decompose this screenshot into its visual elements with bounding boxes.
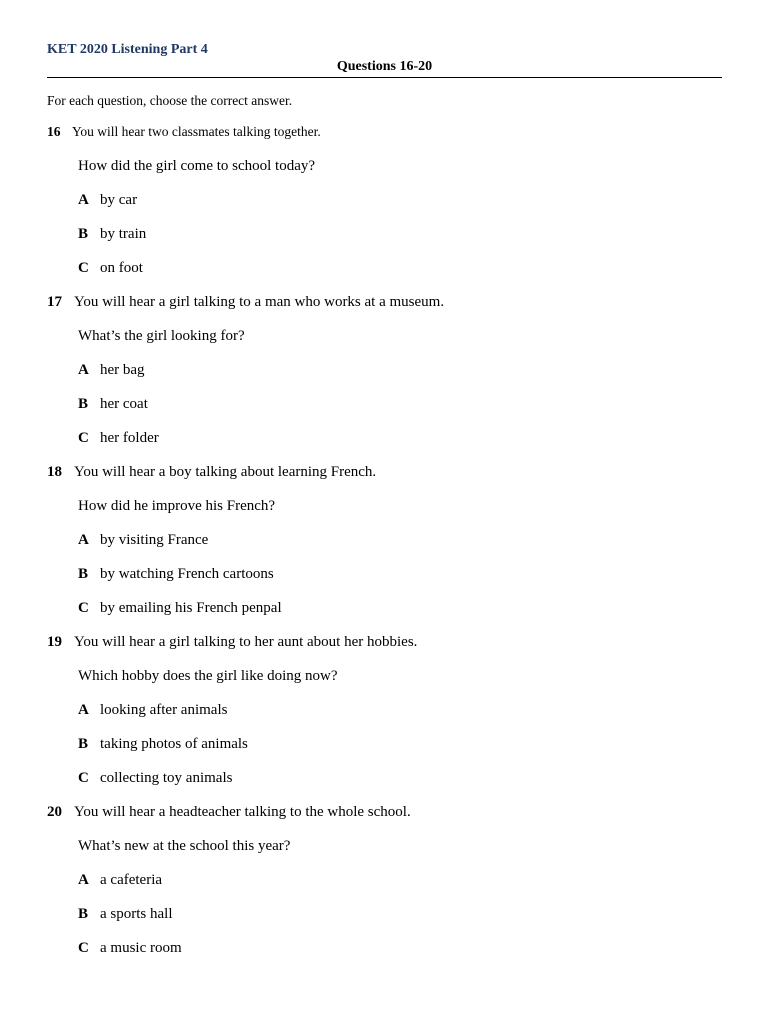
option-text: taking photos of animals bbox=[100, 736, 248, 752]
answer-option-b[interactable] bbox=[47, 396, 727, 430]
question-16 bbox=[47, 124, 727, 294]
option-letter: C bbox=[78, 430, 89, 446]
question-intro: You will hear two classmates talking together. bbox=[72, 124, 321, 139]
question-list bbox=[47, 124, 727, 974]
answer-option-c[interactable] bbox=[47, 430, 727, 464]
answer-option-c[interactable] bbox=[47, 600, 727, 634]
option-text: on foot bbox=[100, 260, 143, 276]
option-text: a sports hall bbox=[100, 906, 173, 922]
question-prompt: What’s the girl looking for? bbox=[78, 328, 245, 344]
question-18 bbox=[47, 464, 727, 634]
answer-option-a[interactable] bbox=[47, 532, 727, 566]
question-number: 19 bbox=[47, 634, 62, 650]
option-text: her bag bbox=[100, 362, 145, 378]
option-letter: B bbox=[78, 906, 89, 922]
option-letter: B bbox=[78, 396, 89, 412]
option-text: by emailing his French penpal bbox=[100, 600, 282, 616]
page-header bbox=[47, 42, 722, 78]
option-letter: C bbox=[78, 260, 89, 276]
question-prompt: Which hobby does the girl like doing now? bbox=[78, 668, 338, 684]
option-letter: B bbox=[78, 566, 89, 582]
questions-range-heading: Questions 16-20 bbox=[336, 59, 433, 74]
question-number: 16 bbox=[47, 124, 61, 139]
answer-option-b[interactable] bbox=[47, 566, 727, 600]
answer-option-a[interactable] bbox=[47, 872, 727, 906]
option-text: her coat bbox=[100, 396, 148, 412]
question-intro: You will hear a boy talking about learning French. bbox=[74, 464, 377, 480]
question-intro-line bbox=[47, 464, 727, 498]
answer-option-b[interactable] bbox=[47, 226, 727, 260]
option-letter: A bbox=[78, 362, 89, 378]
option-letter: A bbox=[78, 532, 89, 548]
option-text: by train bbox=[100, 226, 147, 242]
question-number: 18 bbox=[47, 464, 62, 480]
option-text: by car bbox=[100, 192, 138, 208]
option-letter: C bbox=[78, 940, 89, 956]
option-text: collecting toy animals bbox=[100, 770, 233, 786]
question-17 bbox=[47, 294, 727, 464]
answer-option-b[interactable] bbox=[47, 906, 727, 940]
question-prompt: How did he improve his French? bbox=[78, 498, 276, 514]
question-intro-line bbox=[47, 294, 727, 328]
option-letter: C bbox=[78, 600, 89, 616]
option-letter: B bbox=[78, 226, 89, 242]
question-prompt: How did the girl come to school today? bbox=[78, 158, 316, 174]
option-text: looking after animals bbox=[100, 702, 228, 718]
option-text: her folder bbox=[100, 430, 159, 446]
answer-option-a[interactable] bbox=[47, 192, 727, 226]
answer-option-a[interactable] bbox=[47, 702, 727, 736]
answer-option-b[interactable] bbox=[47, 736, 727, 770]
question-intro-line bbox=[47, 634, 727, 668]
question-intro: You will hear a girl talking to a man who works at a museum. bbox=[74, 294, 445, 310]
option-letter: A bbox=[78, 702, 89, 718]
option-text: by watching French cartoons bbox=[100, 566, 274, 582]
answer-option-c[interactable] bbox=[47, 770, 727, 804]
option-letter: A bbox=[78, 192, 89, 208]
question-intro: You will hear a headteacher talking to the whole school. bbox=[74, 804, 411, 820]
answer-option-c[interactable] bbox=[47, 940, 727, 974]
question-intro-line bbox=[47, 124, 727, 158]
question-number: 17 bbox=[47, 294, 62, 310]
option-text: a music room bbox=[100, 940, 182, 956]
answer-option-c[interactable] bbox=[47, 260, 727, 294]
option-letter: C bbox=[78, 770, 89, 786]
option-letter: A bbox=[78, 872, 89, 888]
question-intro: You will hear a girl talking to her aunt about her hobbies. bbox=[74, 634, 418, 650]
option-text: by visiting France bbox=[100, 532, 209, 548]
question-intro-line bbox=[47, 804, 727, 838]
question-20 bbox=[47, 804, 727, 974]
option-text: a cafeteria bbox=[100, 872, 163, 888]
question-number: 20 bbox=[47, 804, 62, 820]
question-prompt: What’s new at the school this year? bbox=[78, 838, 291, 854]
question-19 bbox=[47, 634, 727, 804]
document-title: KET 2020 Listening Part 4 bbox=[47, 42, 208, 57]
option-letter: B bbox=[78, 736, 89, 752]
instruction-text: For each question, choose the correct answer. bbox=[47, 93, 293, 108]
answer-option-a[interactable] bbox=[47, 362, 727, 396]
